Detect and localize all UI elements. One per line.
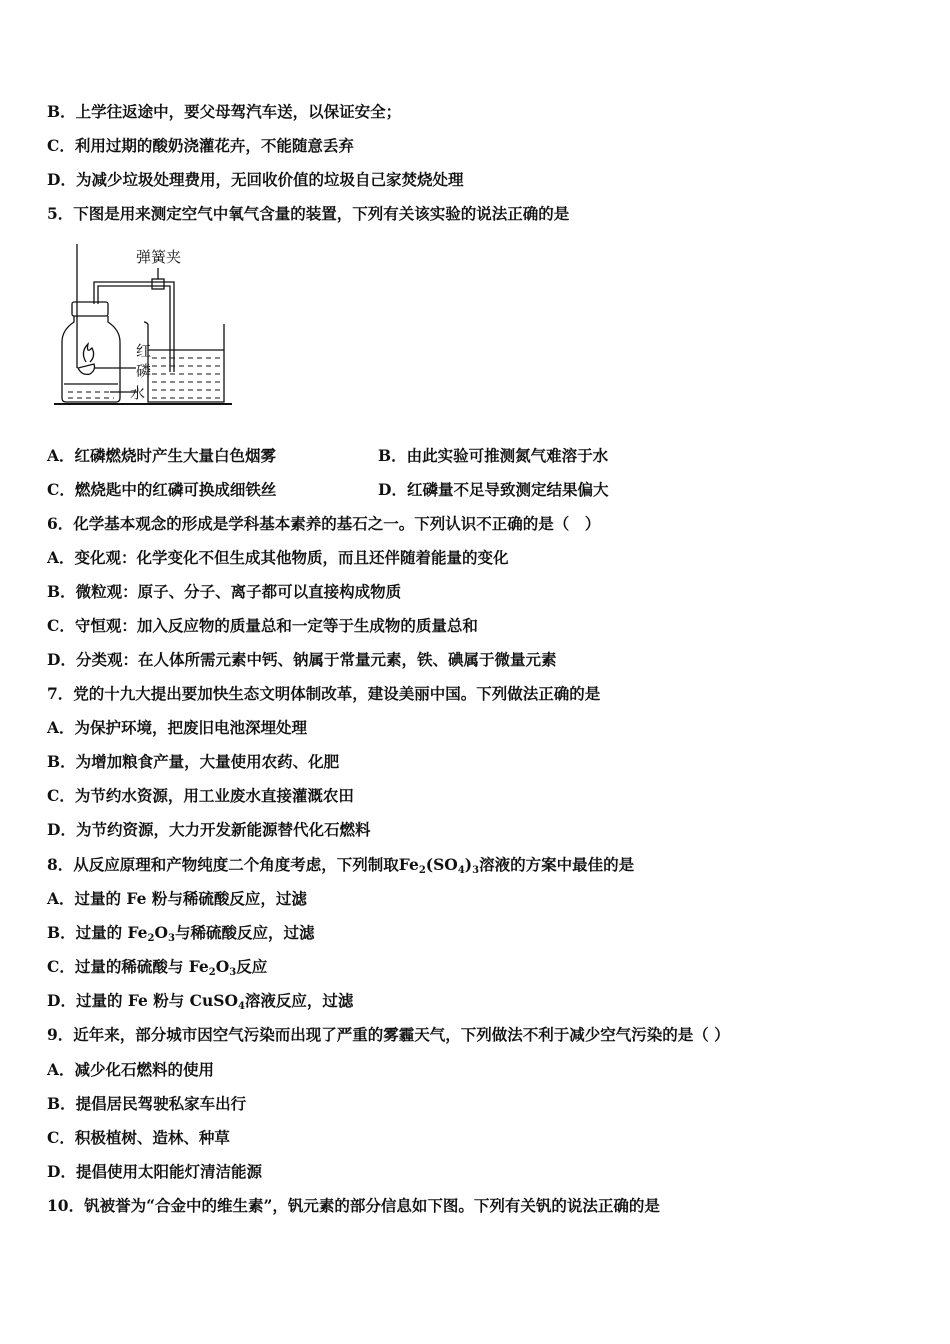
flame	[83, 344, 93, 362]
option-7c: C．为节约水资源，用工业废水直接灌溉农田	[47, 786, 354, 805]
oxygen-apparatus-figure	[52, 242, 237, 412]
option-7b: B．为增加粮食产量，大量使用农药、化肥	[47, 752, 340, 771]
option-5d: D．红磷量不足导致测定结果偏大	[378, 480, 609, 499]
option-9c: C．积极植树、造林、种草	[47, 1128, 230, 1147]
option-5c: C．燃烧匙中的红磷可换成细铁丝	[47, 480, 277, 499]
option-7a: A．为保护环境，把废旧电池深埋处理	[47, 718, 308, 737]
question-5: 5．下图是用来测定空气中氧气含量的装置，下列有关该实验的说法正确的是	[47, 204, 570, 223]
water-label: 水	[130, 384, 146, 402]
question-9: 9．近年来，部分城市因空气污染而出现了严重的雾霾天气，下列做法不利于减少空气污染的是（ ）	[47, 1025, 730, 1044]
collecting-bottle	[62, 316, 120, 402]
question-8: 8．从反应原理和产物纯度二个角度考虑，下列制取$Fe_2(SO_4)_3$溶液的方案中最佳的是	[47, 855, 635, 876]
option-5a: A．红磷燃烧时产生大量白色烟雾	[47, 446, 277, 465]
option-6c: C．守恒观：加入反应物的质量总和一定等于生成物的质量总和	[47, 616, 478, 635]
option-9a: A．减少化石燃料的使用	[47, 1060, 215, 1079]
question-6: 6．化学基本观念的形成是学科基本素养的基石之一。下列认识不正确的是（ ）	[47, 514, 601, 533]
option-8c: C．过量的稀硫酸与 $Fe_2O_3$反应	[47, 957, 268, 978]
option-4d: D．为减少垃圾处理费用，无回收价值的垃圾自己家焚烧处理	[47, 170, 464, 189]
option-5b: B．由此实验可推测氮气难溶于水	[378, 446, 609, 465]
clamp-label: 弹簧夹	[136, 248, 182, 266]
beaker	[148, 324, 224, 402]
option-4b: B．上学往返途中，要父母驾汽车送，以保证安全；	[47, 102, 402, 121]
option-9b: B．提倡居民驾驶私家车出行	[47, 1094, 247, 1113]
option-8b: B．过量的 $Fe_2O_3$与稀硫酸反应，过滤	[47, 923, 315, 944]
option-6b: B．微粒观：原子、分子、离子都可以直接构成物质	[47, 582, 402, 601]
option-8d: D．过量的 Fe 粉与 CuSO$_4$溶液反应，过滤	[47, 991, 354, 1012]
option-6a: A．变化观：化学变化不但生成其他物质，而且还伴随着能量的变化	[47, 548, 509, 567]
option-8a: A．过量的 Fe 粉与稀硫酸反应，过滤	[47, 889, 307, 908]
question-7: 7．党的十九大提出要加快生态文明体制改革，建设美丽中国。下列做法正确的是	[47, 684, 601, 703]
option-6d: D．分类观：在人体所需元素中钙、钠属于常量元素，铁、碘属于微量元素	[47, 650, 557, 669]
spring-clamp	[152, 279, 164, 289]
option-4c: C．利用过期的酸奶浇灌花卉，不能随意丢弃	[47, 136, 354, 155]
phosphorus-label-1: 红	[136, 342, 152, 360]
option-7d: D．为节约资源，大力开发新能源替代化石燃料	[47, 820, 371, 839]
option-9d: D．提倡使用太阳能灯清洁能源	[47, 1162, 262, 1181]
phosphorus-label-2: 磷	[136, 362, 152, 380]
question-10: 10．钒被誉为“合金中的维生素”，钒元素的部分信息如下图。下列有关钒的说法正确的是	[47, 1196, 660, 1215]
burning-spoon	[78, 364, 95, 374]
